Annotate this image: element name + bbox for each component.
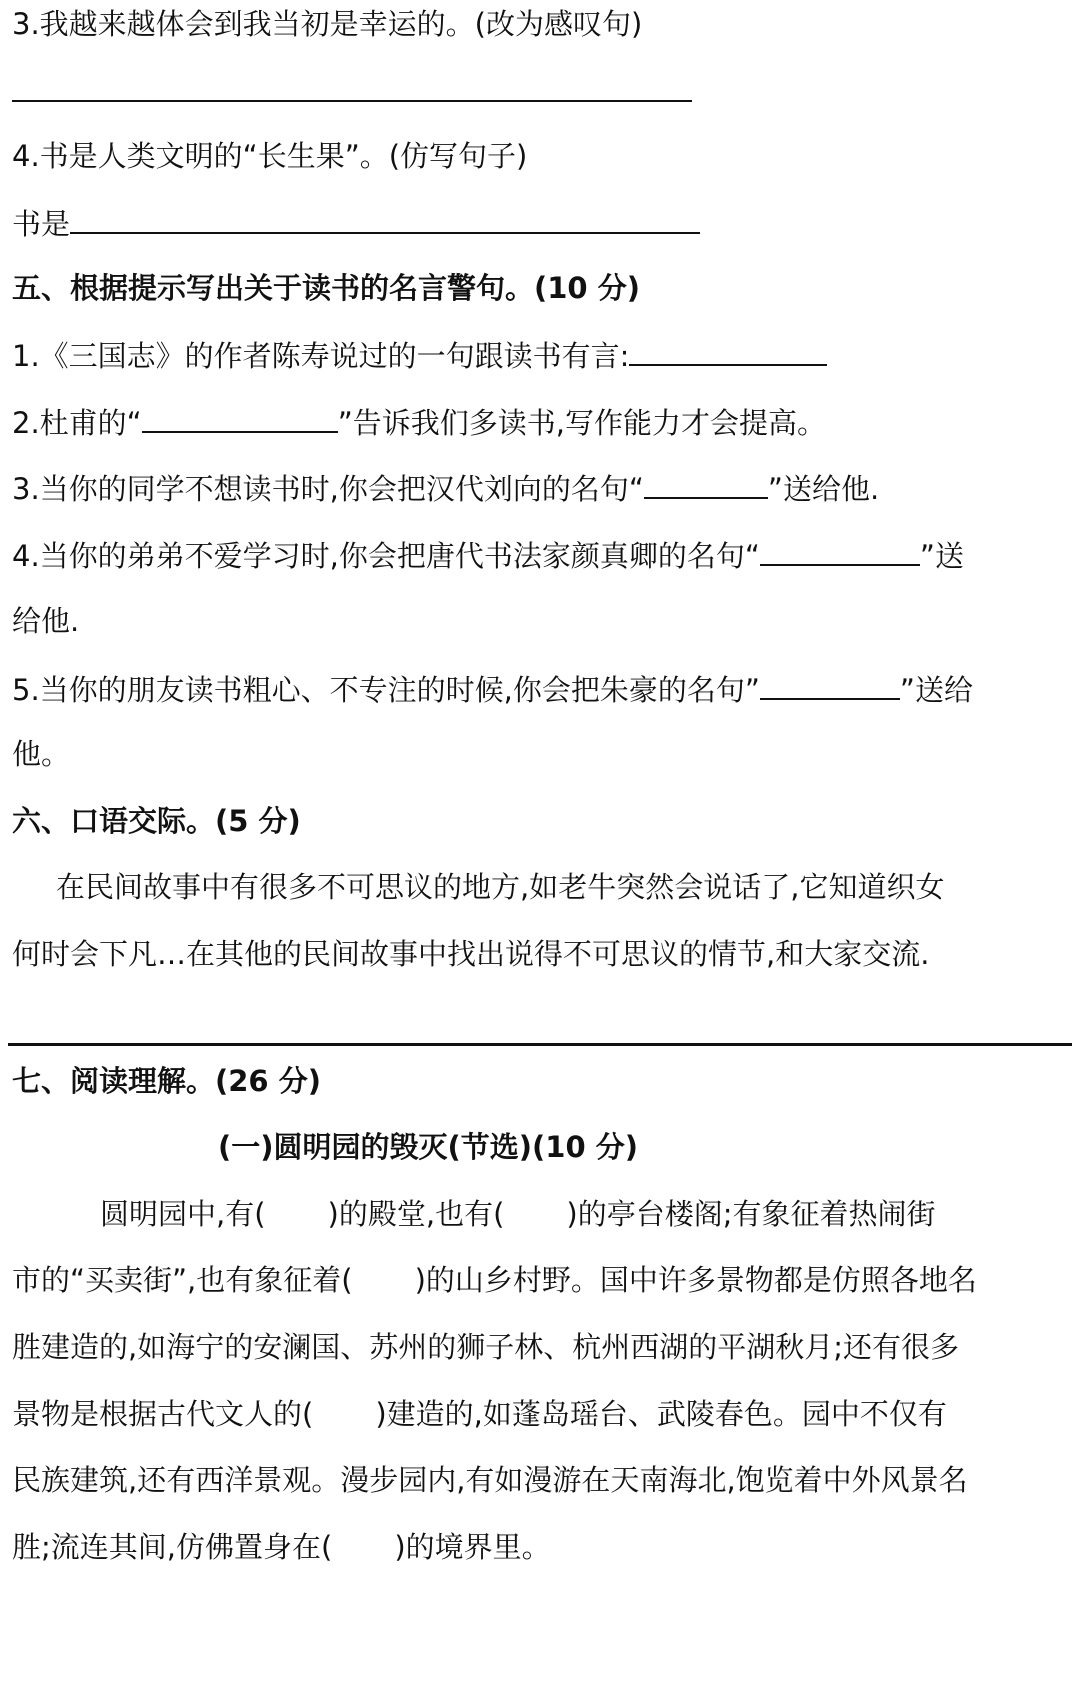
s5-item-1: [12, 336, 827, 374]
s6-paragraph-text-1: 在民间故事中有很多不可思议的地方,如老牛突然会说话了,它知道织女: [56, 870, 945, 904]
s5-item-2-before: 2.杜甫的“: [12, 406, 142, 440]
passage-2-part-2: )的山乡村野。国中许多景物都是仿照各地名: [414, 1263, 977, 1297]
passage-line-6: [12, 1529, 551, 1565]
question-4-text: 4.书是人类文明的“长生果”。(仿写句子): [12, 139, 528, 173]
passage-1-part-1: 圆明园中,有(: [100, 1197, 266, 1231]
passage-4-part-1: 景物是根据古代文人的(: [12, 1397, 314, 1431]
answer-line-q3[interactable]: [12, 100, 692, 102]
section-7-heading-text: 七、阅读理解。(26 分): [12, 1064, 321, 1098]
s5-item-5-cont-text: 他。: [12, 737, 71, 771]
section-5-heading: [12, 270, 640, 306]
answer-blank-s5-1[interactable]: [629, 336, 827, 366]
passage-2-part-1: 市的“买卖街”,也有象征着(: [12, 1263, 353, 1297]
s5-item-3: [12, 469, 879, 507]
section-6-heading-text: 六、口语交际。(5 分): [12, 804, 301, 838]
s5-item-4-cont: [12, 603, 79, 639]
section-7-subheading-text: (一)圆明园的毁灭(节选)(10 分): [218, 1130, 638, 1164]
s5-item-2: [12, 403, 826, 441]
s5-item-4: [12, 536, 964, 574]
s5-item-5-before: 5.当你的朋友读书粗心、不专注的时候,你会把朱豪的名句”: [12, 673, 760, 707]
question-3: [12, 6, 642, 42]
s5-item-5-cont: [12, 736, 70, 772]
passage-line-4: [12, 1396, 947, 1432]
question-4: [12, 138, 527, 174]
s5-item-4-before: 4.当你的弟弟不爱学习时,你会把唐代书法家颜真卿的名句“: [12, 539, 760, 573]
s5-item-5-after: ”送给: [899, 673, 973, 707]
passage-line-1: [100, 1196, 936, 1232]
passage-5-text: 民族建筑,还有西洋景观。漫步园内,有如漫游在天南海北,饱览着中外风景名: [12, 1463, 968, 1497]
passage-line-3: [12, 1329, 959, 1365]
passage-line-2: [12, 1262, 977, 1298]
s6-paragraph-line-2: [12, 936, 929, 972]
section-7-subheading: [218, 1129, 638, 1165]
answer-blank-q4[interactable]: [70, 204, 700, 234]
s5-item-3-after: ”送给他.: [767, 472, 880, 506]
section-6-heading: [12, 803, 301, 839]
question-3-text: 3.我越来越体会到我当初是幸运的。(改为感叹句): [12, 7, 643, 41]
s6-paragraph-text-2: 何时会下凡…在其他的民间故事中找出说得不可思议的情节,和大家交流.: [12, 937, 930, 971]
passage-3-text: 胜建造的,如海宁的安澜国、苏州的狮子林、杭州西湖的平湖秋月;还有很多: [12, 1330, 959, 1364]
s5-item-4-after: ”送: [919, 539, 964, 573]
passage-4-part-2: )建造的,如蓬岛瑶台、武陵春色。园中不仅有: [375, 1397, 947, 1431]
answer-blank-s5-5[interactable]: [760, 670, 900, 700]
section-5-heading-text: 五、根据提示写出关于读书的名言警句。(10 分): [12, 271, 640, 305]
answer-blank-s5-4[interactable]: [760, 536, 920, 566]
s5-item-3-before: 3.当你的同学不想读书时,你会把汉代刘向的名句“: [12, 472, 644, 506]
section-divider: [8, 1043, 1072, 1046]
s6-paragraph-line-1: [56, 869, 944, 905]
answer-blank-s5-3[interactable]: [644, 469, 768, 499]
passage-line-5: [12, 1462, 968, 1498]
question-4-answer: [12, 204, 700, 242]
s5-item-4-cont-text: 给他.: [12, 604, 80, 638]
answer-prefix: 书是: [12, 207, 71, 241]
section-7-heading: [12, 1063, 321, 1099]
answer-blank-s5-2[interactable]: [142, 403, 338, 433]
s5-item-5: [12, 670, 973, 708]
passage-6-part-1: 胜;流连其间,仿佛置身在(: [12, 1530, 333, 1564]
passage-1-part-3: )的亭台楼阁;有象征着热闹街: [566, 1197, 936, 1231]
s5-item-2-after: ”告诉我们多读书,写作能力才会提高。: [337, 406, 826, 440]
s5-item-1-text: 1.《三国志》的作者陈寿说过的一句跟读书有言:: [12, 339, 630, 373]
passage-6-part-2: )的境界里。: [394, 1530, 551, 1564]
passage-1-part-2: )的殿堂,也有(: [327, 1197, 505, 1231]
